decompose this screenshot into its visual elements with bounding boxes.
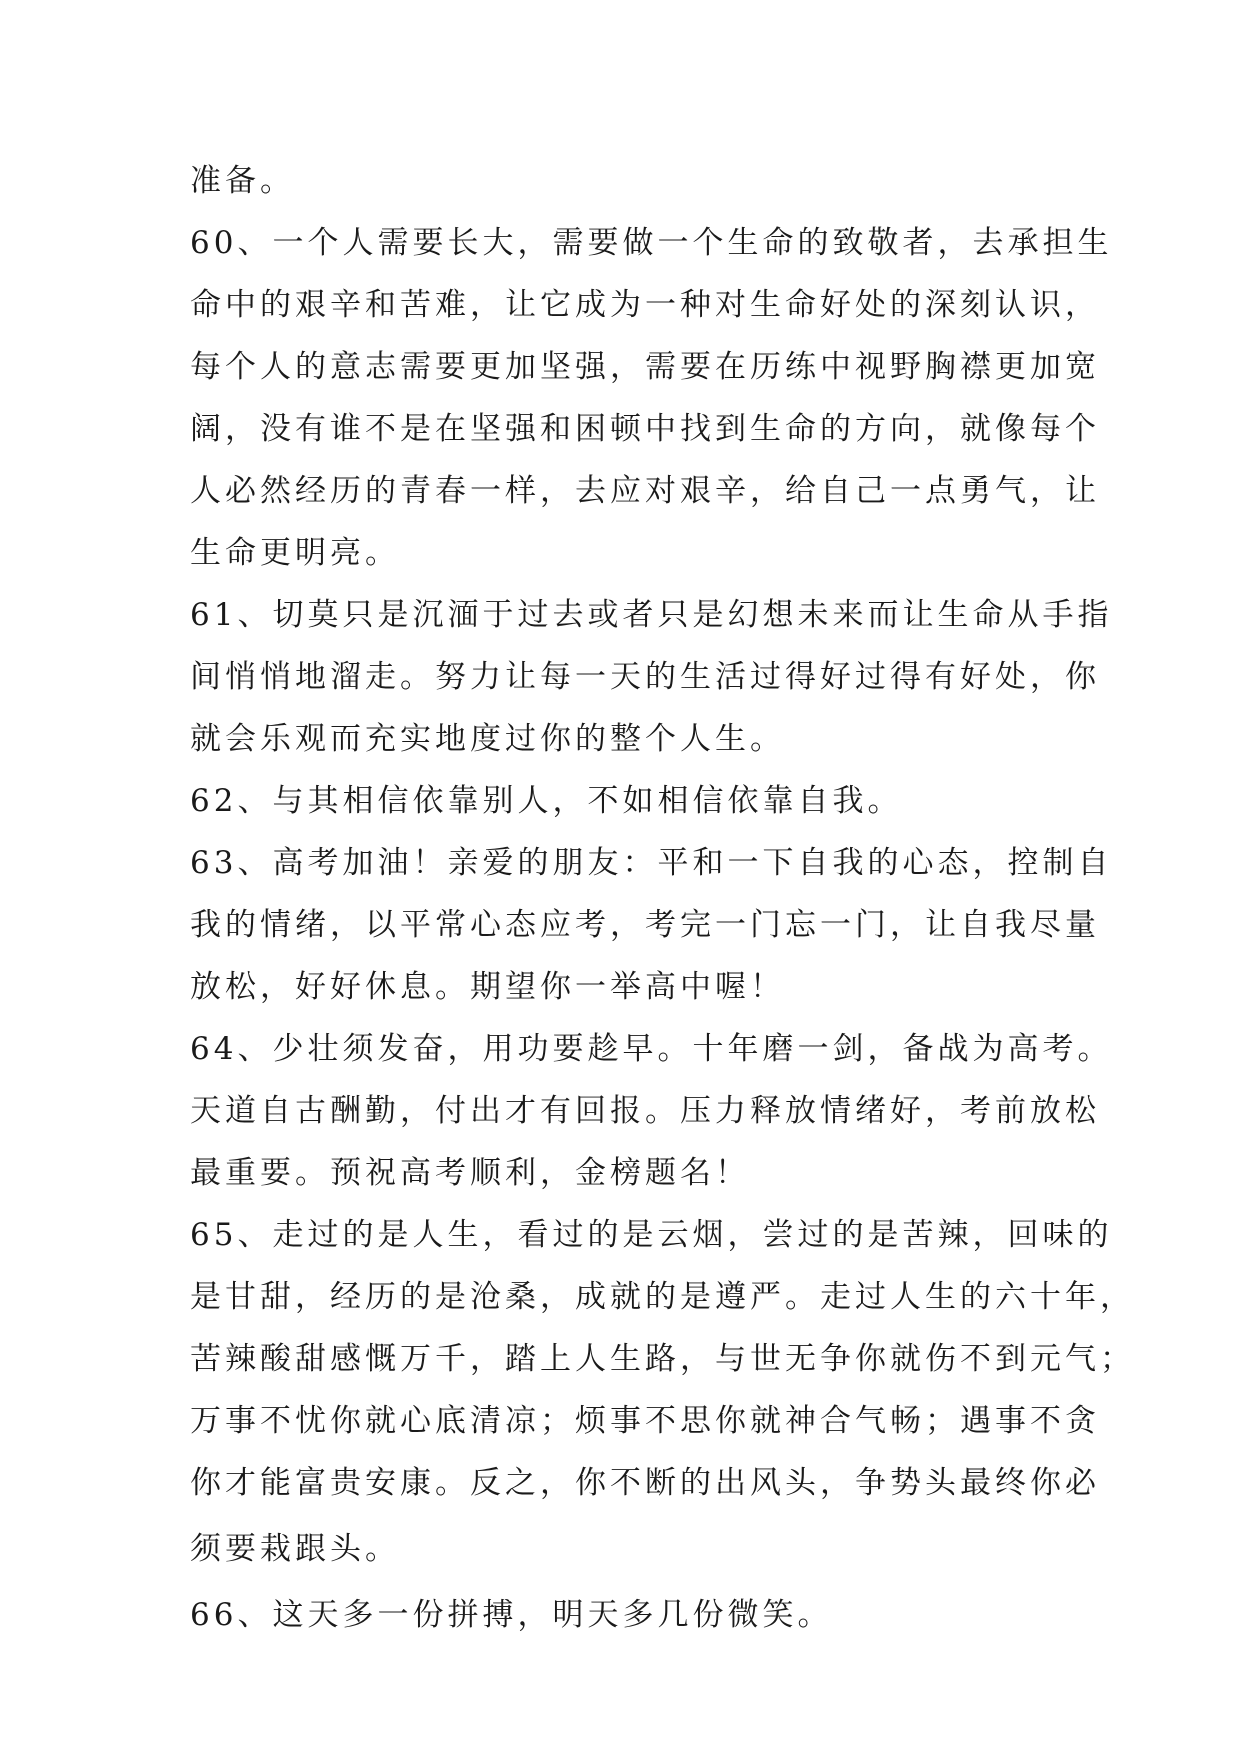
text-line: 天道自古酬勤，付出才有回报。压力释放情绪好，考前放松 <box>190 1093 1100 1129</box>
document-body <box>190 150 1135 1646</box>
text-line: 放松，好好休息。期望你一举高中喔！ <box>190 969 785 1005</box>
text-line: 阔，没有谁不是在坚强和困顿中找到生命的方向，就像每个 <box>190 411 1100 447</box>
text-line: 苦辣酸甜感慨万千，踏上人生路，与世无争你就伤不到元气； <box>190 1341 1135 1377</box>
text-line: 命中的艰辛和苦难，让它成为一种对生命好处的深刻认识， <box>190 287 1100 323</box>
text-line: 66、这天多一份拼搏，明天多几份微笑。 <box>190 1597 833 1633</box>
text-line: 万事不忧你就心底清凉；烦事不思你就神合气畅；遇事不贪 <box>190 1403 1100 1439</box>
text-line: 须要栽跟头。 <box>190 1531 400 1567</box>
text-line: 我的情绪，以平常心态应考，考完一门忘一门，让自我尽量 <box>190 907 1100 943</box>
text-line: 人必然经历的青春一样，去应对艰辛，给自己一点勇气，让 <box>190 473 1100 509</box>
text-line: 生命更明亮。 <box>190 535 400 571</box>
text-line: 准备。 <box>190 163 295 199</box>
text-line: 60、一个人需要长大，需要做一个生命的致敬者，去承担生 <box>190 225 1113 261</box>
text-line: 就会乐观而充实地度过你的整个人生。 <box>190 721 785 757</box>
text-line: 每个人的意志需要更加坚强，需要在历练中视野胸襟更加宽 <box>190 349 1100 385</box>
text-line: 最重要。预祝高考顺利，金榜题名！ <box>190 1155 750 1191</box>
text-line: 64、少壮须发奋，用功要趁早。十年磨一剑，备战为高考。 <box>190 1031 1113 1067</box>
text-line: 61、切莫只是沉湎于过去或者只是幻想未来而让生命从手指 <box>190 597 1113 633</box>
text-line: 62、与其相信依靠别人，不如相信依靠自我。 <box>190 783 903 819</box>
text-line: 65、走过的是人生，看过的是云烟，尝过的是苦辣，回味的 <box>190 1217 1113 1253</box>
text-line: 你才能富贵安康。反之，你不断的出风头，争势头最终你必 <box>190 1465 1100 1501</box>
text-line: 63、高考加油！亲爱的朋友：平和一下自我的心态，控制自 <box>190 845 1113 881</box>
text-line: 是甘甜，经历的是沧桑，成就的是遵严。走过人生的六十年， <box>190 1279 1135 1315</box>
text-line: 间悄悄地溜走。努力让每一天的生活过得好过得有好处，你 <box>190 659 1100 695</box>
